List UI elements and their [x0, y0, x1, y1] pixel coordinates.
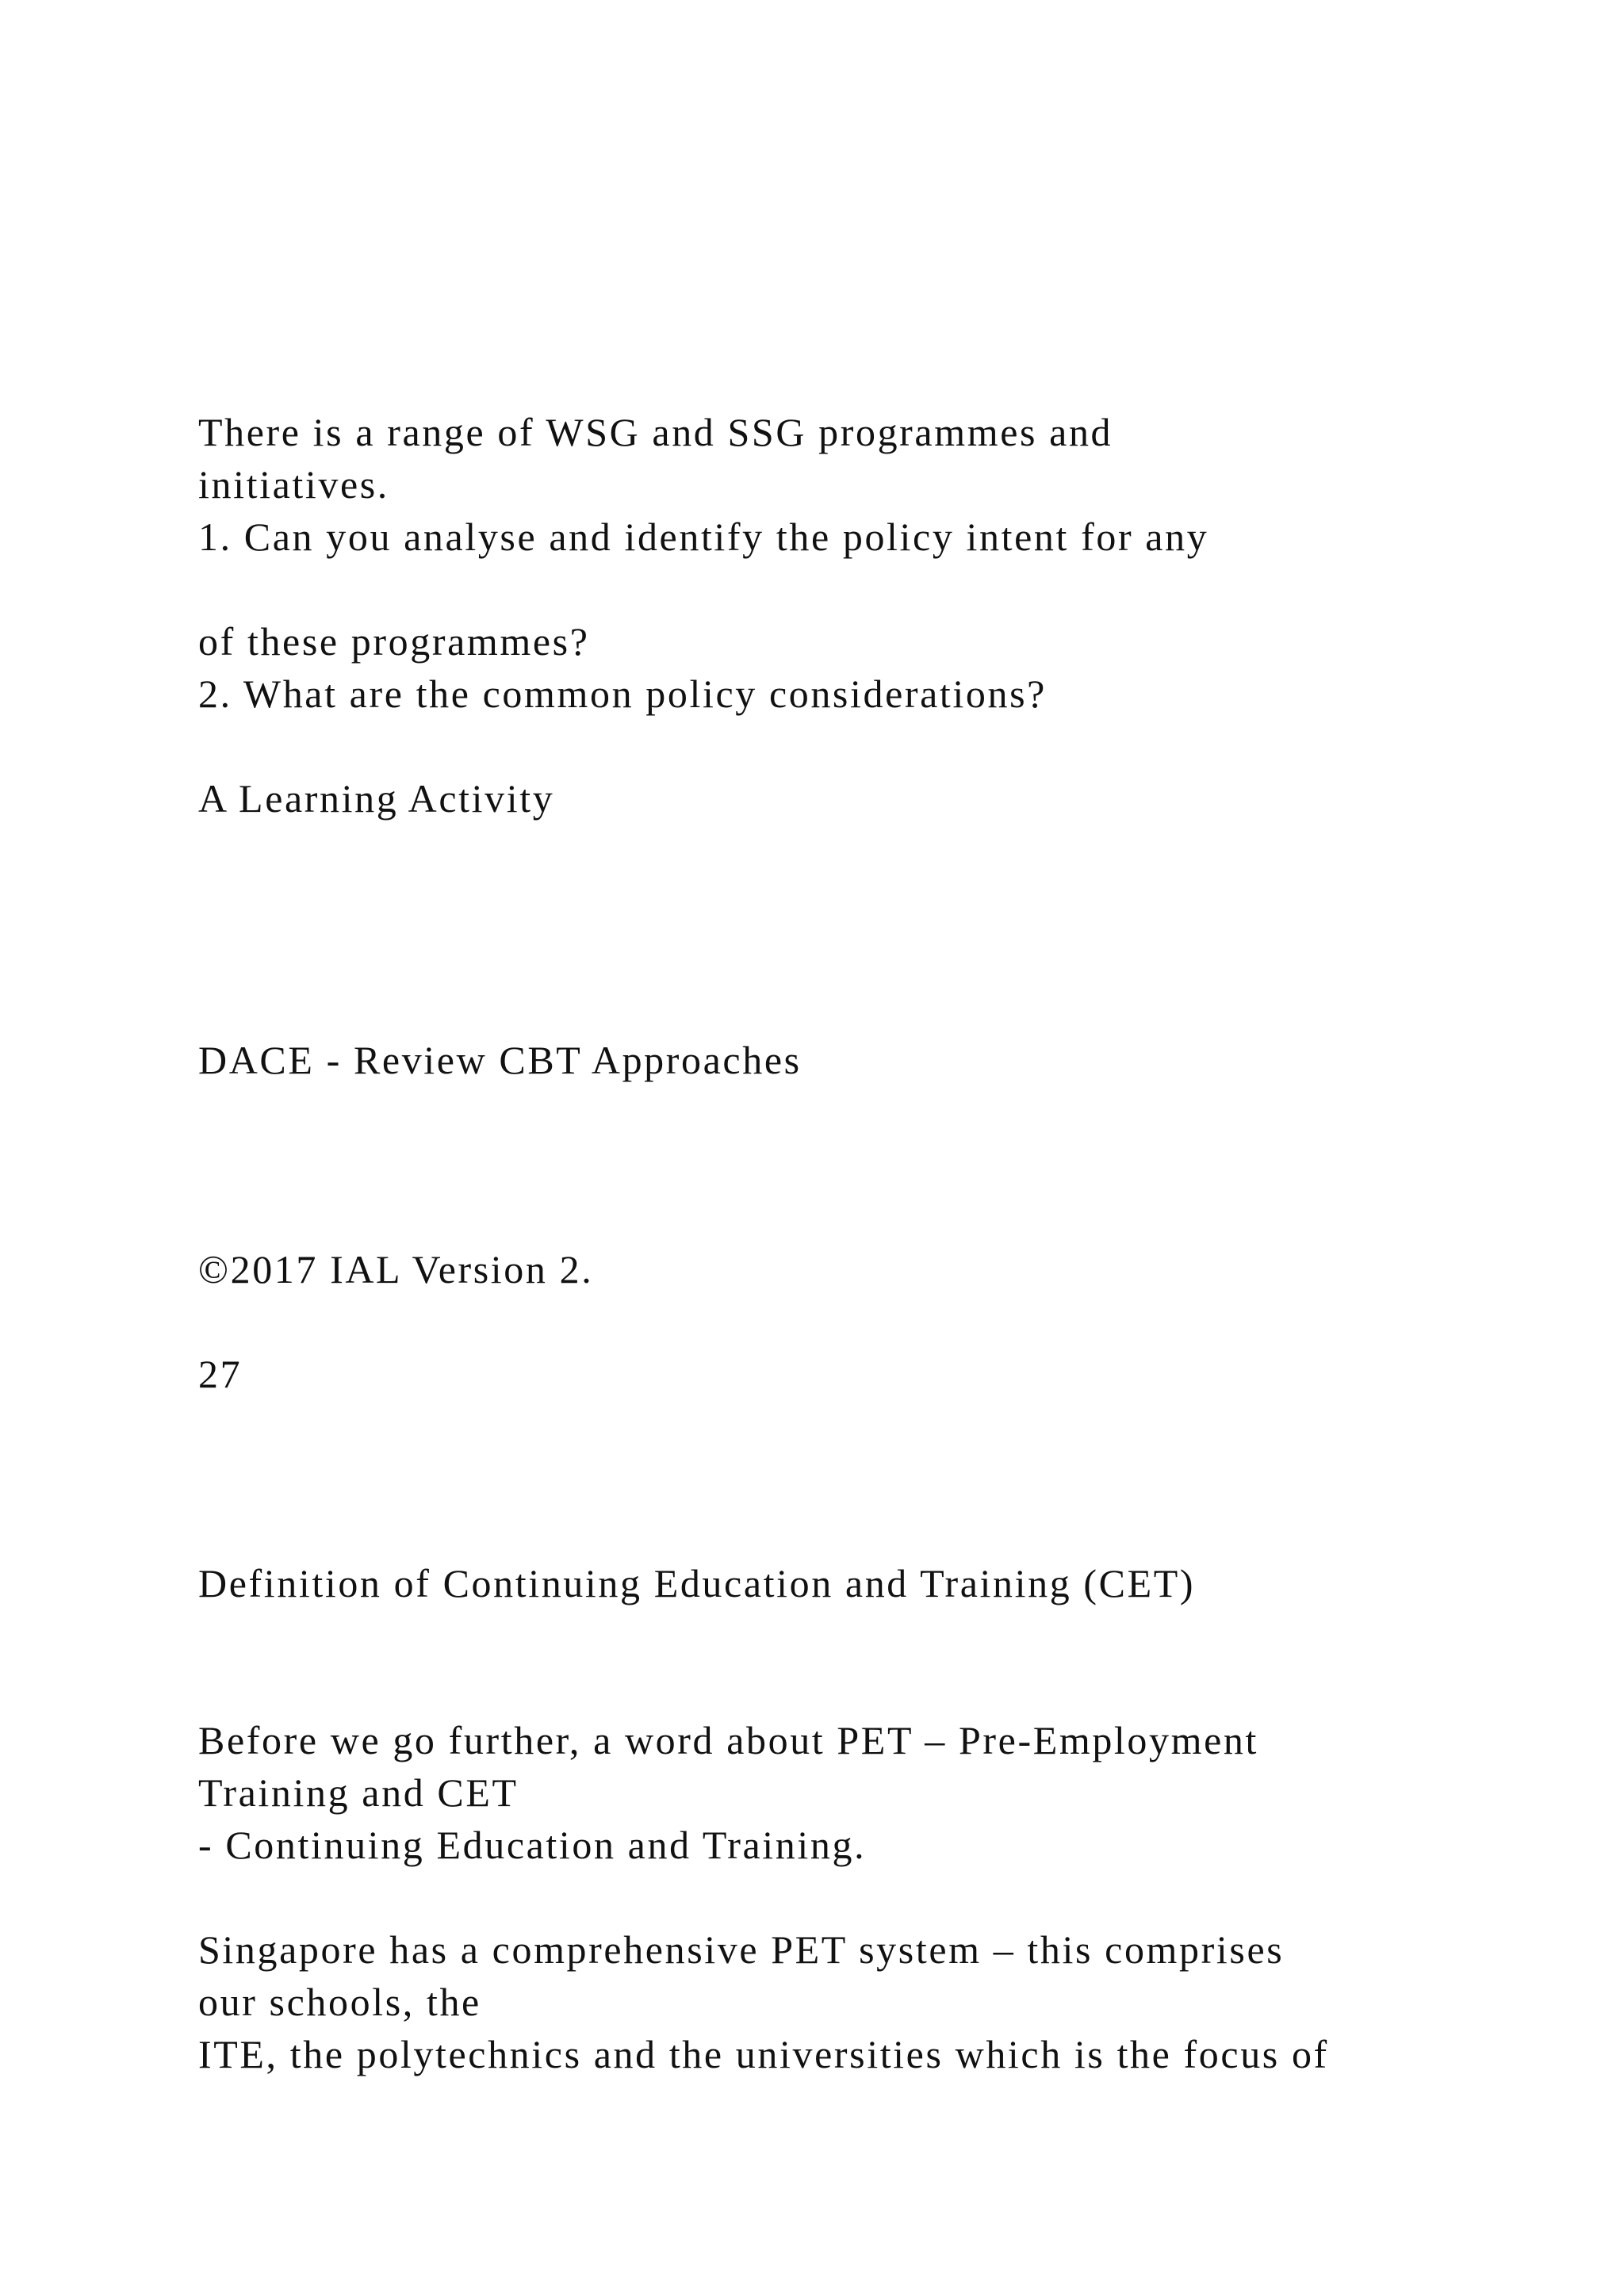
copyright-text: ©2017 IAL Version 2.	[198, 1247, 594, 1292]
text-line: Training and CET	[198, 1770, 519, 1815]
text-line: our schools, the	[198, 1980, 481, 2024]
page-number: 27	[198, 1352, 243, 1396]
section-heading: A Learning Activity	[198, 776, 555, 821]
text-line: - Continuing Education and Training.	[198, 1823, 867, 1867]
section-heading: DACE - Review CBT Approaches	[198, 1038, 802, 1082]
text-line: of these programmes?	[198, 619, 590, 664]
text-line: initiatives.	[198, 462, 389, 507]
text-line: 2. What are the common policy considerations?	[198, 672, 1047, 716]
text-line: ITE, the polytechnics and the universities which is the focus of	[198, 2032, 1329, 2076]
text-line: Singapore has a comprehensive PET system – this comprises	[198, 1927, 1285, 1972]
text-line: There is a range of WSG and SSG programmes and	[198, 410, 1113, 454]
text-line: Before we go further, a word about PET – Pre-Employment	[198, 1718, 1258, 1762]
section-heading: Definition of Continuing Education and Training (CET)	[198, 1561, 1196, 1605]
text-line: 1. Can you analyse and identify the policy intent for any	[198, 515, 1209, 559]
